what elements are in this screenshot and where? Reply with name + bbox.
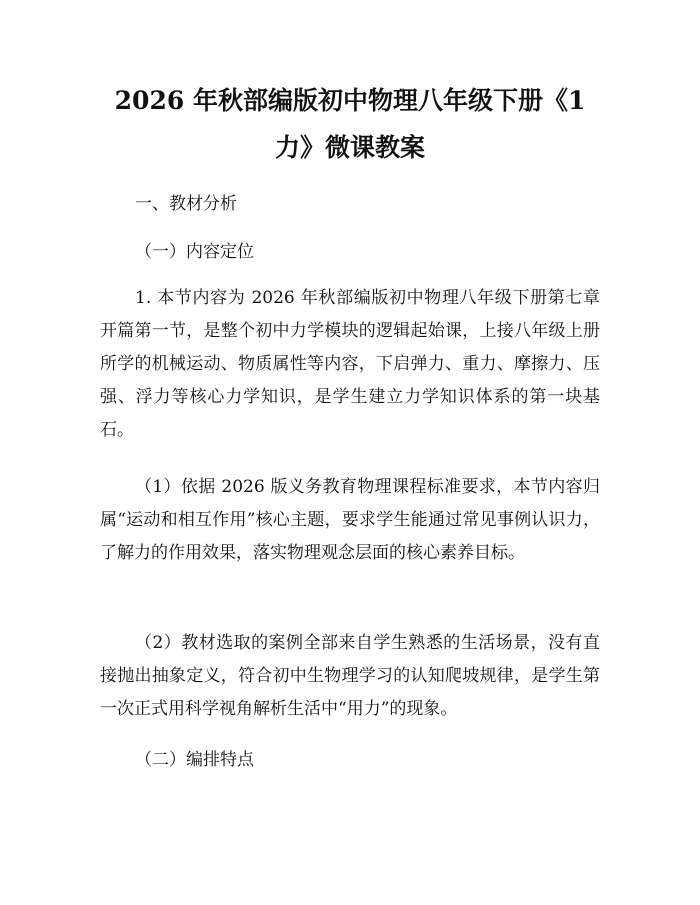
paragraph-textbook-cases: （2）教材选取的案例全部来自学生熟悉的生活场景，没有直接抛出抽象定义，符合初中生物理学习的认知爬坡规律，是学生第一次正式用科学视角解析生活中“用力”的现象。 <box>100 633 600 719</box>
subsection-heading-layout-features: （二）编排特点 <box>135 750 254 770</box>
paragraph-content-positioning: 1. 本节内容为 2026 年秋部编版初中物理八年级下册第七章开篇第一节，是整个初中力学模块的逻辑起始课，上接八年级上册所学的机械运动、物质属性等内容，下启弹力、重力、摩擦力、压强、浮力等核心力学知识，是学生建立力学知识体系的第一块基石。 <box>100 288 600 440</box>
document-title-line-1: 2026 年秋部编版初中物理八年级下册《1 <box>114 86 586 115</box>
document-title-line-2: 力》微课教案 <box>274 133 425 162</box>
subsection-heading-content-positioning: （一）内容定位 <box>135 242 254 262</box>
paragraph-curriculum-standard: （1）依据 2026 版义务教育物理课程标准要求，本节内容归属“运动和相互作用”核心主题，要求学生能通过常见事例认识力，了解力的作用效果，落实物理观念层面的核心素养目标。 <box>100 477 600 563</box>
section-heading: 一、教材分析 <box>135 194 237 214</box>
